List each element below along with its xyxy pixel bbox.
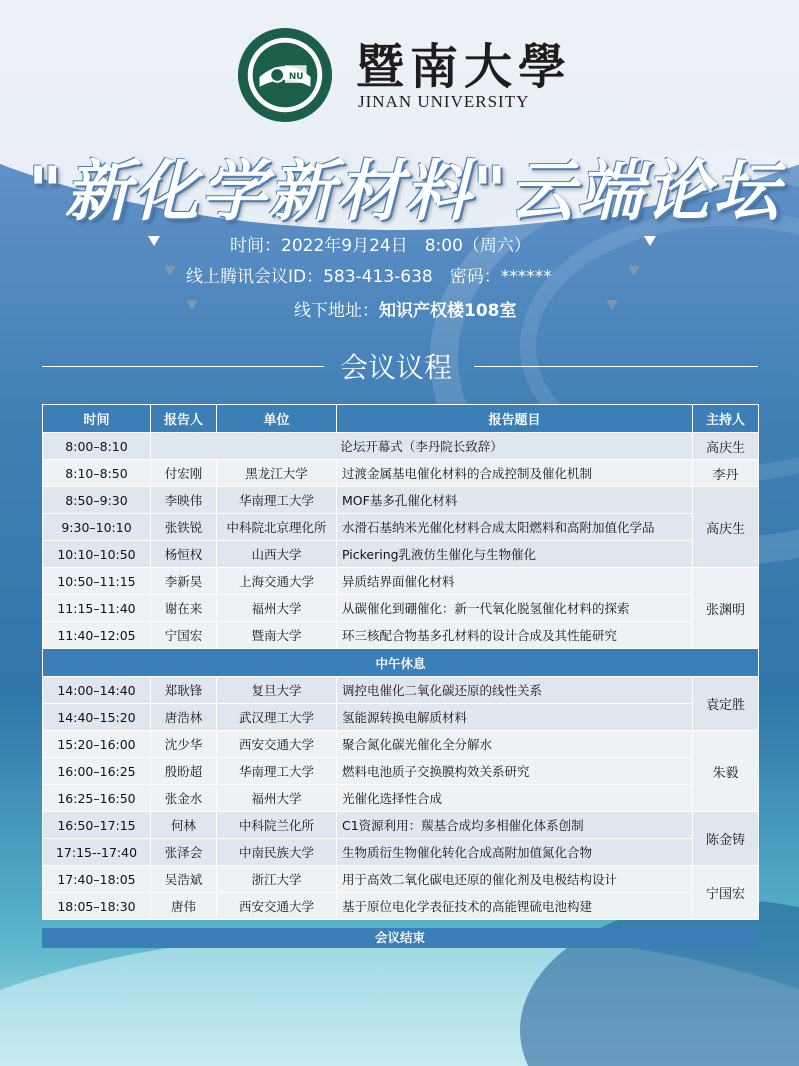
row-topic: 从碳催化到硼催化：新一代氧化脱氢催化材料的探索 — [337, 595, 693, 622]
offline-address — [294, 296, 517, 321]
table-row — [43, 541, 759, 568]
header-unit: 单位 — [217, 405, 337, 433]
agenda-table — [42, 404, 759, 920]
row-unit: 暨南大学 — [217, 622, 337, 649]
row-unit: 上海交通大学 — [217, 568, 337, 595]
section-divider-right — [474, 366, 758, 367]
row-topic: 论坛开幕式（李丹院长致辞） — [151, 433, 693, 460]
row-speaker: 李映伟 — [151, 487, 217, 514]
agenda-header-row — [43, 405, 759, 433]
row-speaker: 郑耿锋 — [151, 677, 217, 704]
row-speaker: 谢在来 — [151, 595, 217, 622]
row-time: 10:10–10:50 — [43, 541, 151, 568]
university-name-cn: 暨南大學 — [356, 39, 573, 95]
row-unit: 中科院兰化所 — [217, 812, 337, 839]
row-speaker: 宁国宏 — [151, 622, 217, 649]
row-speaker: 何林 — [151, 812, 217, 839]
row-host: 陈金铸 — [693, 812, 759, 866]
table-row — [43, 704, 759, 731]
triangle-icon — [628, 266, 640, 276]
row-time: 9:30–10:10 — [43, 514, 151, 541]
table-row — [43, 487, 759, 514]
seal-year: 1906 — [276, 95, 294, 104]
break-row — [43, 649, 759, 677]
row-topic: 聚合氮化碳光催化全分解水 — [337, 731, 693, 758]
row-topic: 环三核配合物基多孔材料的设计合成及其性能研究 — [337, 622, 693, 649]
svg-text:NU: NU — [288, 71, 304, 82]
table-row — [43, 812, 759, 839]
table-row — [43, 893, 759, 920]
header-topic: 报告题目 — [337, 405, 693, 433]
row-topic: 生物质衍生物催化转化合成高附加值氮化合物 — [337, 839, 693, 866]
table-row — [43, 839, 759, 866]
row-time: 16:00–16:25 — [43, 758, 151, 785]
row-speaker: 吴浩斌 — [151, 866, 217, 893]
offline-address-label: 线下地址： — [294, 301, 379, 321]
table-row — [43, 595, 759, 622]
row-topic: 用于高效二氧化碳电还原的催化剂及电极结构设计 — [337, 866, 693, 893]
row-speaker: 殷盼超 — [151, 758, 217, 785]
row-time: 17:15--17:40 — [43, 839, 151, 866]
row-unit: 中南民族大学 — [217, 839, 337, 866]
row-time: 14:00–14:40 — [43, 677, 151, 704]
row-time: 8:10–8:50 — [43, 460, 151, 487]
row-time: 17:40–18:05 — [43, 866, 151, 893]
header-speaker: 报告人 — [151, 405, 217, 433]
triangle-icon — [606, 300, 618, 310]
row-unit: 黑龙江大学 — [217, 460, 337, 487]
row-host: 袁定胜 — [693, 677, 759, 731]
row-unit: 西安交通大学 — [217, 731, 337, 758]
row-topic: C1资源利用：羰基合成均多相催化体系创制 — [337, 812, 693, 839]
row-time: 10:50–11:15 — [43, 568, 151, 595]
row-speaker: 唐伟 — [151, 893, 217, 920]
table-row — [43, 677, 759, 704]
row-topic: 光催化选择性合成 — [337, 785, 693, 812]
row-unit: 复旦大学 — [217, 677, 337, 704]
row-time: 18:05–18:30 — [43, 893, 151, 920]
row-speaker: 杨恒权 — [151, 541, 217, 568]
row-topic: 过渡金属基电催化材料的合成控制及催化机制 — [337, 460, 693, 487]
row-speaker: 张泽会 — [151, 839, 217, 866]
section-title: 会议议程 — [340, 351, 453, 384]
table-row — [43, 866, 759, 893]
row-topic: Pickering乳液仿生催化与生物催化 — [337, 541, 693, 568]
university-seal-icon — [236, 26, 334, 124]
row-unit: 福州大学 — [217, 595, 337, 622]
row-host: 宁国宏 — [693, 866, 759, 920]
row-unit: 中科院北京理化所 — [217, 514, 337, 541]
row-unit: 福州大学 — [217, 785, 337, 812]
row-time: 11:40–12:05 — [43, 622, 151, 649]
row-unit: 西安交通大学 — [217, 893, 337, 920]
university-logo — [236, 26, 334, 124]
table-row — [43, 731, 759, 758]
triangle-icon — [164, 266, 176, 276]
row-topic: MOF基多孔催化材料 — [337, 487, 693, 514]
university-name-en: JINAN UNIVERSITY — [358, 92, 530, 111]
row-speaker: 沈少华 — [151, 731, 217, 758]
triangle-icon — [644, 236, 656, 246]
table-row — [43, 785, 759, 812]
triangle-icon — [186, 300, 198, 310]
row-speaker: 张铁锐 — [151, 514, 217, 541]
table-row — [43, 514, 759, 541]
table-row — [43, 622, 759, 649]
header-time: 时间 — [43, 405, 151, 433]
table-row — [43, 758, 759, 785]
bottom-wave-dark — [520, 900, 799, 1066]
row-topic: 燃料电池质子交换膜构效关系研究 — [337, 758, 693, 785]
row-topic: 氢能源转换电解质材料 — [337, 704, 693, 731]
row-host: 朱毅 — [693, 731, 759, 812]
row-time: 8:50–9:30 — [43, 487, 151, 514]
row-speaker: 付宏刚 — [151, 460, 217, 487]
row-topic: 水滑石基纳米光催化材料合成太阳燃料和高附加值化学品 — [337, 514, 693, 541]
row-time: 11:15–11:40 — [43, 595, 151, 622]
meeting-time: 时间：2022年9月24日 8:00（周六） — [230, 236, 531, 256]
row-time: 15:20–16:00 — [43, 731, 151, 758]
offline-address-value: 知识产权楼108室 — [379, 301, 517, 321]
forum-title: "新化学新材料"云端论坛 — [28, 153, 781, 230]
table-row — [43, 568, 759, 595]
row-unit: 华南理工大学 — [217, 758, 337, 785]
row-speaker: 张金水 — [151, 785, 217, 812]
row-unit: 浙江大学 — [217, 866, 337, 893]
section-divider-left — [42, 366, 324, 367]
row-time: 16:25–16:50 — [43, 785, 151, 812]
lunch-break: 中午休息 — [43, 649, 759, 677]
row-host: 李丹 — [693, 460, 759, 487]
row-topic: 基于原位电化学表征技术的高能锂硫电池构建 — [337, 893, 693, 920]
online-meeting-info: 线上腾讯会议ID：583-413-638 密码：****** — [186, 267, 552, 287]
row-time: 16:50–17:15 — [43, 812, 151, 839]
row-host: 高庆生 — [693, 487, 759, 568]
row-host: 张渊明 — [693, 568, 759, 649]
meeting-closing: 会议结束 — [42, 928, 758, 948]
table-row — [43, 460, 759, 487]
row-speaker: 唐浩林 — [151, 704, 217, 731]
triangle-icon — [148, 236, 160, 246]
row-unit: 山西大学 — [217, 541, 337, 568]
row-time: 8:00–8:10 — [43, 433, 151, 460]
row-host: 高庆生 — [693, 433, 759, 460]
row-unit: 武汉理工大学 — [217, 704, 337, 731]
row-topic: 异质结界面催化材料 — [337, 568, 693, 595]
row-speaker: 李新昊 — [151, 568, 217, 595]
row-topic: 调控电催化二氧化碳还原的线性关系 — [337, 677, 693, 704]
header-host: 主持人 — [693, 405, 759, 433]
row-time: 14:40–15:20 — [43, 704, 151, 731]
table-row — [43, 433, 759, 460]
row-unit: 华南理工大学 — [217, 487, 337, 514]
